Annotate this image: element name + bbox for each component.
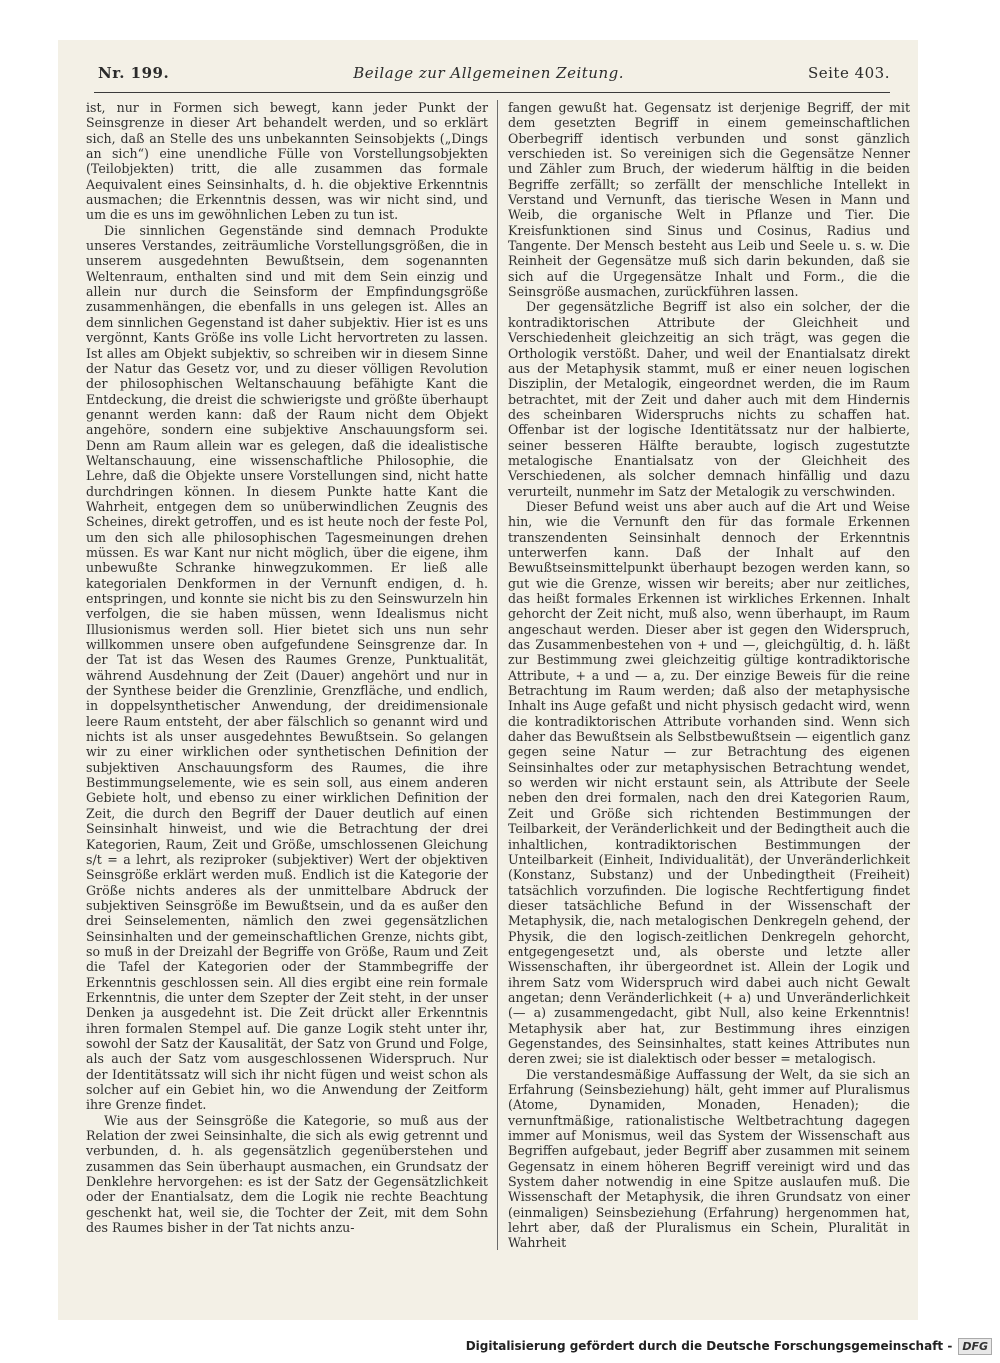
left-paragraph-3: Wie aus der Seinsgröße die Kategorie, so muß aus der Relation der zwei Seinsinhalte, die sich als ewig getrennt und verbunden, d. h. als gegensätzlich gegenüberstehen und zusammen das Sein überhaupt ausmachen, ein Grundsatz der Denklehre hervorgehen: es ist der Satz der Gegensätzlichkeit oder der Enantialsatz, dem die Logik nie rechte Beachtung geschenkt hat, weil sie, die Tochter der Zeit, mit dem Sohn des Raumes bisher in der Tat nichts anzu- <box>86 1112 488 1236</box>
left-paragraph-2: Die sinnlichen Gegenstände sind demnach Produkte unseres Verstandes, zeiträumliche Vorstellungsgrößen, die in unserem ausgedehnten Bewußtsein, dem sogenannten Weltenraum, enthalten sind und mit dem Sein einzig und allein nur durch die Seinsform der Empfindungsgröße zusammenhängen, die ebenfalls in uns gelegen ist. Alles an dem sinnlichen Gegenstand ist daher subjektiv. Hier ist es uns vergönnt, Kants Größe ins volle Licht hervortreten zu lassen. Ist alles am Objekt subjektiv, so schreiben wir in diesem Sinne der Natur das Gesetz vor, und zu dieser völligen Revolution der philosophischen Weltanschauung befähigte Kant die Entdeckung, die dreist die schwierigste und größte überhaupt genannt werden kann: daß der Raum nicht dem Objekt angehöre, sondern eine subjektive Anschauungsform sei. Denn am Raum allein war es gelegen, daß die idealistische Weltanschauung, eine wissenschaftliche Philosophie, die Lehre, daß die Objekte unsere Vorstellungen sind, nicht hatte durchdringen können. In diesem Punkte hatte Kant die Wahrheit, entgegen dem so unüberwindlichen Zeugnis des Scheines, direkt getroffen, und es ist heute noch der feste Pol, um den sich alle philosophischen Tagesmeinungen drehen müssen. Es war Kant nur nicht möglich, über die eigene, ihm unbewußte Schranke hinwegzukommen. Er ließ alle kategorialen Denkformen in der Vernunft endigen, d. h. entspringen, und konnte sie nicht bis zu den Seinswurzeln hin verfolgen, die sie haben müssen, wenn Idealismus nicht Illusionismus werden soll. Hier bietet sich uns nun sehr willkommen unsere oben aufgefundene Seinsgrenze dar. In der Tat ist das Wesen des Raumes Grenze, Punktualität, während Ausdehnung der Zeit (Dauer) angehört und nur in der Synthese beider die Grenzlinie, Grenzfläche, und endlich, in doppelsynthetischer Anwendung, der dreidimensionale leere Raum entsteht, der aber fälschlich so genannt wird und nichts ist als unser ausgedehntes Bewußtsein. So gelangen wir zu einer wirklichen oder synthetischen Definition der subjektiven Anschauungsform des Raumes, die ihre Bestimmungselemente, wie es sein soll, aus einem anderen Gebiete holt, und ebenso zu einer wirklichen Definition der Zeit, die durch den Begriff der Dauer deutlich auf einen Seinsinhalt hinweist, und wie die Betrachtung der drei Kategorien, Raum, Zeit und Größe, umschlossenen Gleichung s/t = a lehrt, als reziproker (subjektiver) Wert der objektiven Seinsgröße erklärt werden muß. Endlich ist die Kategorie der Größe nichts anderes als der unmittelbare Abdruck der subjektiven Seinsgröße im Bewußtsein, und da es außer den drei Seinselementen, nämlich den zwei gegensätzlichen Seinsinhalten und der gemeinschaftlichen Grenze, nichts gibt, so muß in der Dreizahl der Begriffe von Größe, Raum und Zeit die Tafel der Kategorien oder der Stammbegriffe der Erkenntnis geschlossen sein. All dies ergibt eine rein formale Erkenntnis, die unter dem Szepter der Zeit steht, in der unser Denken ja ausgedehnt ist. Die Zeit drückt aller Erkenntnis ihren formalen Stempel auf. Die ganze Logik steht unter ihr, sowohl der Satz der Kausalität, der Satz von Grund und Folge, als auch der Satz vom ausgeschlossenen Widerspruch. Nur der Identitätssatz will sich ihr nicht fügen und weist schon als solcher auf ein Gebiet hin, wo die Anwendung der Zeitform ihre Grenze findet. <box>86 222 488 1113</box>
newspaper-page <box>58 40 918 1320</box>
header-rule <box>94 92 890 93</box>
left-column <box>86 100 488 1310</box>
right-column <box>508 100 910 1251</box>
left-paragraph-1: ist, nur in Formen sich bewegt, kann jeder Punkt der Seinsgrenze in dieser Art behandelt werden, und so erklärt sich, daß an Stelle des uns unbekannten Seinsobjekts („Dings an sich“) eine unendliche Fülle von Vorstellungsobjekten (Teilobjekten) tritt, die alle zusammen das formale Aequivalent eines Seinsinhalts, d. h. die objektive Erkenntnis ausmachen; die Erkenntnis dessen, was wir nicht sind, und um die es uns im gewöhnlichen Leben zu tun ist. <box>86 100 488 223</box>
dfg-logo-icon: DFG <box>958 1338 992 1355</box>
digitization-footer <box>466 1335 992 1357</box>
digitization-credit: Digitalisierung gefördert durch die Deutsche Forschungsgemeinschaft - <box>465 1339 953 1353</box>
page-header <box>98 56 890 90</box>
column-divider <box>497 100 498 1250</box>
right-paragraph-2: Der gegensätzliche Begriff ist also ein solcher, der die kontradiktorischen Attribute der Gleichheit und Verschiedenheit gleichzeitig an sich trägt, was gegen die Orthologik verstößt. Daher, und weil der Enantialsatz direkt aus der Metaphysik stammt, muß er einer neuen logischen Disziplin, der Metalogik, eingeordnet werden, die im Raum betrachtet, mit der Zeit und daher auch mit dem Hindernis des scheinbaren Widerspruchs nichts zu schaffen hat. Offenbar ist der logische Identitätssatz nur der halbierte, seiner besseren Hälfte beraubte, logisch zugestutzte metalogische Enantialsatz von der Gleichheit des Verschiedenen, als solcher demnach hinfällig und dazu verurteilt, nunmehr im Satz der Metalogik zu verschwinden. <box>508 299 910 499</box>
right-paragraph-1: fangen gewußt hat. Gegensatz ist derjenige Begriff, der mit dem gesetzten Begriff in einem gemeinschaftlichen Oberbegriff identisch verbunden und sonst gänzlich verschieden ist. So vereinigen sich die Gegensätze Nenner und Zähler zum Bruch, der wiederum hälftig in die beiden Begriffe zerfällt; so zerfällt der menschliche Intellekt in Verstand und Vernunft, das tierische Wesen in Mann und Weib, die organische Welt in Pflanze und Tier. Die Kreisfunktionen sind Sinus und Cosinus, Radius und Tangente. Der Mensch besteht aus Leib und Seele u. s. w. Die Reinheit der Gegensätze muß sich darin bekunden, daß sie sich auf die Urgegensätze Inhalt und Form., die die Seinsgröße ausmachen, zurückführen lassen. <box>508 100 910 300</box>
right-paragraph-4: Die verstandesmäßige Auffassung der Welt, da sie sich an Erfahrung (Seinsbeziehung) hält, geht immer auf Pluralismus (Atome, Dynamiden, Monaden, Henaden); die vernunftmäßige, rationalistische Weltbetrachtung dagegen immer auf Monismus, weil das System der Wissenschaft aus Begriffen aufgebaut, jeder Begriff aber zusammen mit seinem Gegensatz in einem höheren Begriff vereinigt wird und das System daher notwendig in eine Spitze auslaufen muß. Die Wissenschaft der Metaphysik, die ihren Grundsatz von einer (einmaligen) Seinsbeziehung (Erfahrung) hergenommen hat, lehrt aber, daß der Pluralismus ein Schein, Pluralität in Wahrheit <box>508 1066 910 1251</box>
right-paragraph-3: Dieser Befund weist uns aber auch auf die Art und Weise hin, wie die Vernunft den für das formale Erkennen transzendenten Seinsinhalt dennoch der Erkenntnis unterwerfen kann. Daß der Inhalt auf den Bewußtseinsmittelpunkt überhaupt bezogen werden kann, so gut wie die Grenze, wissen wir bereits; aber nur zeitliches, das heißt formales Erkennen ist wirkliches Erkennen. Inhalt gehorcht der Zeit nicht, muß also, wenn überhaupt, im Raum angeschaut werden. Dieser aber ist gegen den Widerspruch, das Zusammenbestehen von + und —, gleichgültig, d. h. läßt zur Bestimmung zwei gleichzeitig gültige kontradiktorische Attribute, + a und — a, zu. Der einzige Beweis für die reine Betrachtung im Raum werden; daß also der metaphysische Inhalt ins Auge gefaßt und nicht physisch gedacht wird, wenn die kontradiktorischen Attribute vorhanden sind. Wenn sich daher das Bewußtsein als Selbstbewußtsein — eigentlich ganz gegen seine Natur — zur Betrachtung des eigenen Seinsinhaltes oder zur metaphysischen Betrachtung wendet, so werden wir nicht erstaunt sein, als Attribute der Seele neben den drei formalen, nach den drei Kategorien Raum, Zeit und Größe sich richtenden Bestimmungen der Teilbarkeit, der Veränderlichkeit und der Bedingtheit auch die inhaltlichen, kontradiktorischen Bestimmungen der Unteilbarkeit (Einheit, Individualität), der Unveränderlichkeit (Konstanz, Substanz) und der Unbedingtheit (Freiheit) tatsächlich vorzufinden. Die logische Rechtfertigung findet dieser tatsächliche Befund in der Wissenschaft der Metaphysik, die, nach metalogischen Denkregeln gehend, der Physik, die den logisch-zeitlichen Denkregeln gehorcht, entgegengesetzt und, als oberste und letzte aller Wissenschaften, ihr übergeordnet ist. Allein der Logik und ihrem Satz vom Widerspruch wird dabei auch nicht Gewalt angetan; denn Veränderlichkeit (+ a) und Unveränderlichkeit (— a) zusammengedacht, gibt Null, also keine Erkenntnis! Metaphysik aber hat, zur Bestimmung ihres einzigen Gegenstandes, des Seinsinhaltes, statt keines Attributes nun deren zwei; sie ist dialektisch oder besser = metalogisch. <box>508 498 910 1067</box>
page-number: Seite 403. <box>807 64 890 82</box>
issue-number: Nr. 199. <box>98 64 170 82</box>
supplement-title: Beilage zur Allgemeinen Zeitung. <box>353 64 624 82</box>
